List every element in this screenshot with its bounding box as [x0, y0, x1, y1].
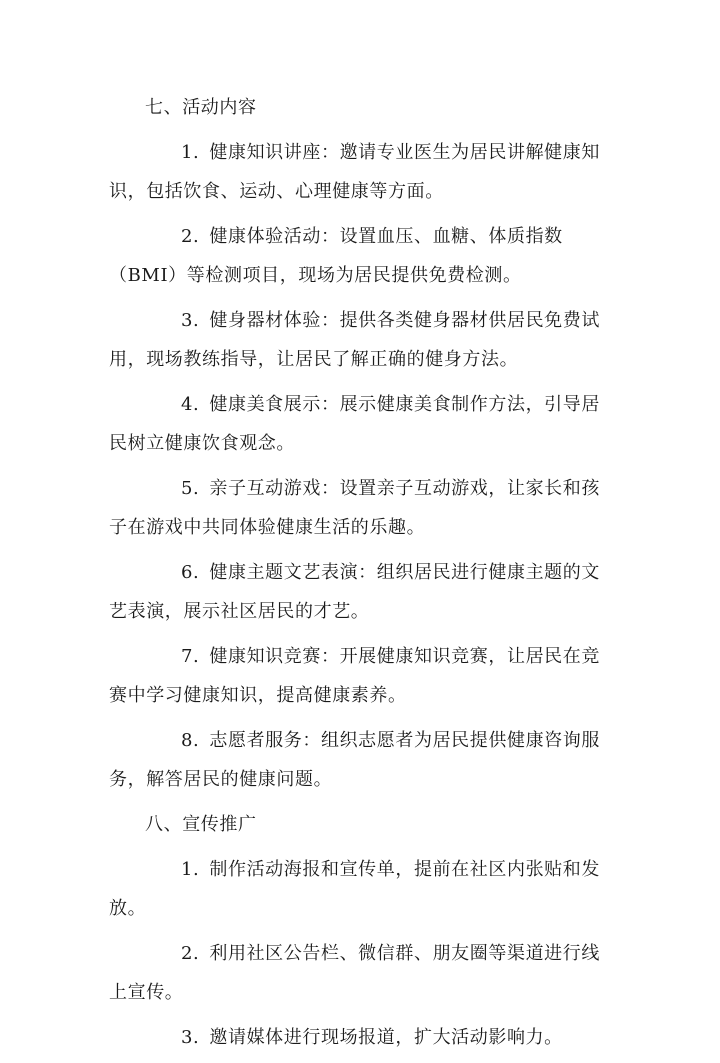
- list-item: [109, 1018, 614, 1057]
- list-item: [109, 850, 614, 928]
- item-number: 3.: [181, 310, 200, 331]
- list-item: [109, 637, 614, 715]
- list-item: [109, 934, 614, 1012]
- item-text: 健康主题文艺表演：组织居民进行健康主题的文艺表演，展示社区居民的才艺。: [109, 562, 600, 622]
- item-text: 健康知识讲座：邀请专业医生为居民讲解健康知识，包括饮食、运动、心理健康等方面。: [109, 142, 600, 202]
- item-number: 6.: [181, 562, 200, 583]
- item-number: 5.: [181, 478, 200, 499]
- item-number: 1.: [181, 859, 200, 880]
- item-text: 健康知识竞赛：开展健康知识竞赛，让居民在竞赛中学习健康知识，提高健康素养。: [109, 646, 600, 706]
- item-text: 制作活动海报和宣传单，提前在社区内张贴和发放。: [109, 859, 600, 919]
- item-number: 4.: [181, 394, 200, 415]
- section-heading-promotion: 八、宣传推广: [145, 814, 257, 835]
- item-text: 亲子互动游戏：设置亲子互动游戏，让家长和孩子在游戏中共同体验健康生活的乐趣。: [109, 478, 600, 538]
- list-item: [109, 133, 614, 211]
- item-text: 利用社区公告栏、微信群、朋友圈等渠道进行线上宣传。: [109, 943, 600, 1003]
- section-heading-activity-content: 七、活动内容: [145, 97, 257, 118]
- list-item: [109, 217, 614, 295]
- list-item: [109, 553, 614, 631]
- item-text: 健康美食展示：展示健康美食制作方法，引导居民树立健康饮食观念。: [109, 394, 600, 454]
- item-number: 2.: [181, 943, 200, 964]
- list-item: [109, 385, 614, 463]
- item-number: 1.: [181, 142, 200, 163]
- item-text: 邀请媒体进行现场报道，扩大活动影响力。: [209, 1027, 563, 1048]
- item-number: 8.: [181, 730, 200, 751]
- list-item: [109, 301, 614, 379]
- document-body: [109, 88, 614, 1063]
- list-item: [109, 469, 614, 547]
- item-text: 健身器材体验：提供各类健身器材供居民免费试用，现场教练指导，让居民了解正确的健身方法。: [109, 310, 600, 370]
- list-item: [109, 721, 614, 799]
- item-number: 2.: [181, 226, 200, 247]
- item-text: 志愿者服务：组织志愿者为居民提供健康咨询服务，解答居民的健康问题。: [109, 730, 600, 790]
- item-number: 3.: [181, 1027, 200, 1048]
- item-text: 健康体验活动：设置血压、血糖、体质指数（BMI）等检测项目，现场为居民提供免费检测。: [109, 226, 563, 286]
- item-number: 7.: [181, 646, 200, 667]
